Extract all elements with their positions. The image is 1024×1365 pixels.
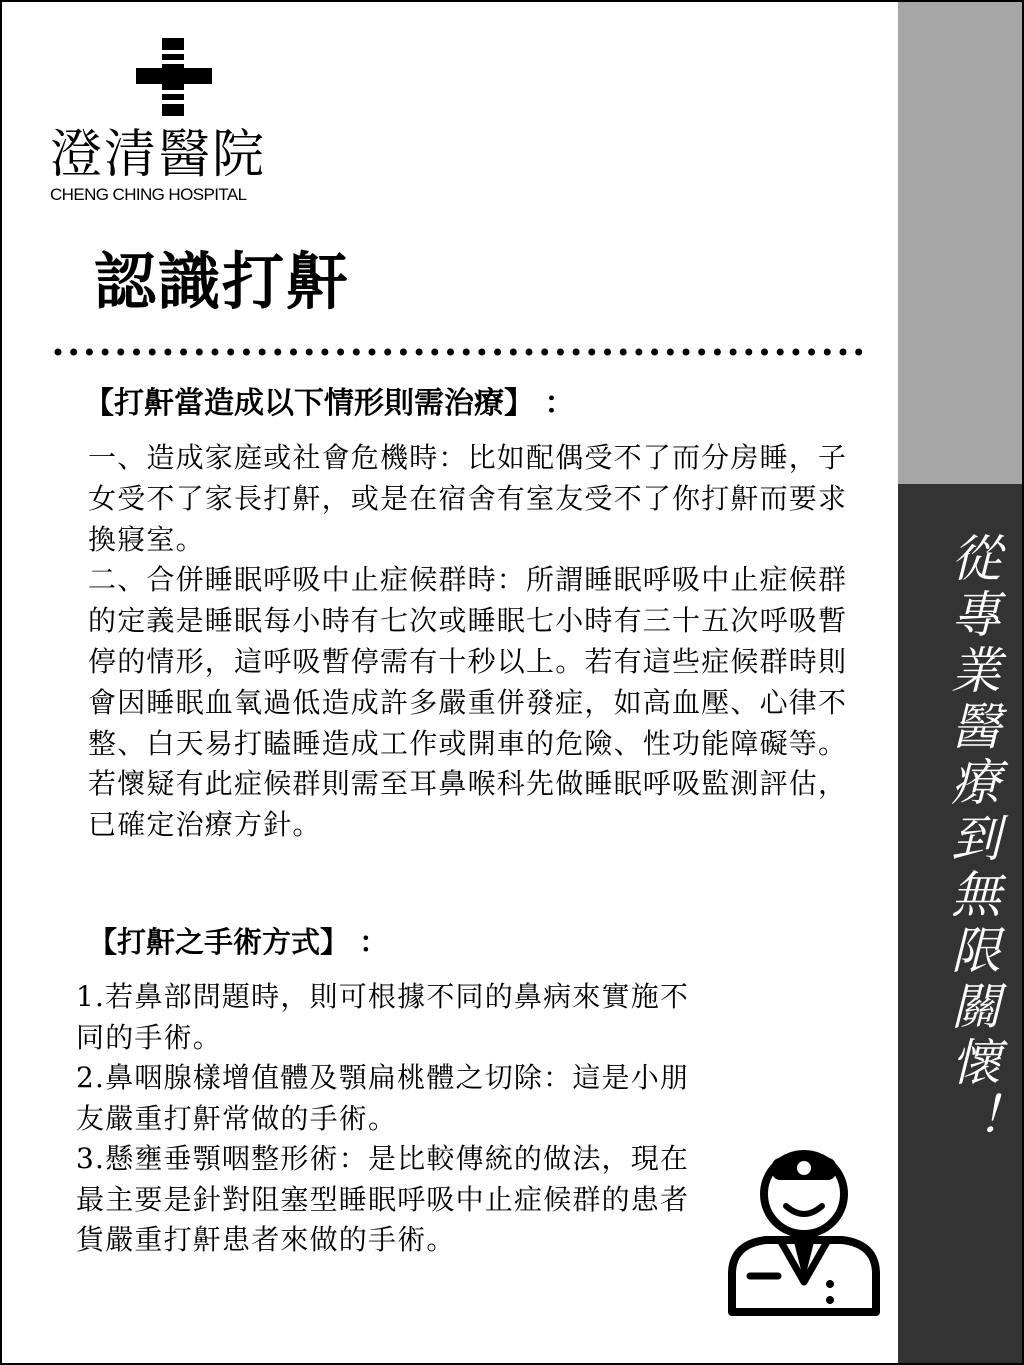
surgery-item-1: 1.若鼻部問題時，則可根據不同的鼻病來實施不同的手術。	[76, 980, 690, 1054]
hospital-name-chinese: 澄清醫院	[50, 125, 267, 185]
surgery-section-heading: 【打鼾之手術方式】 ：	[88, 925, 389, 959]
treatment-paragraph-2: 二、合併睡眠呼吸中止症候群時：所謂睡眠呼吸中止症候群的定義是睡眠每小時有七次或睡眠七小時有三十五次呼吸暫停的情形，這呼吸暫停需有十秒以上。若有這些症候群時則會因睡眠血氧過低造成許多嚴重併發症，如高血壓、心律不整、白天易打瞌睡造成工作或開車的危險、性功能障礙等。若懷疑有此症候群則需至耳鼻喉科先做睡眠呼吸監測評估，已確定治療方針。	[88, 563, 848, 842]
surgery-item-3: 3.懸壅垂顎咽整形術：是比較傳統的做法，現在最主要是針對阻塞型睡眠呼吸中止症候群的患者貨嚴重打鼾患者來做的手術。	[76, 1142, 690, 1256]
treatment-section-body	[88, 438, 848, 846]
treatment-paragraph-1: 一、造成家庭或社會危機時：比如配偶受不了而分房睡，子女受不了家長打鼾，或是在宿舍有室友受不了你打鼾而要求換寢室。	[88, 441, 848, 556]
doctor-icon	[724, 1142, 884, 1317]
treatment-section-heading: 【打鼾當造成以下情形則需治療】 ：	[84, 386, 575, 421]
page-title: 認識打鼾	[94, 245, 351, 318]
hospital-cross-logo-icon	[132, 38, 216, 118]
sidebar-top-band	[898, 2, 1024, 484]
sidebar-slogan: 從專業醫療到無限關懷！	[943, 532, 1001, 1148]
surgery-item-2: 2.鼻咽腺樣增值體及顎扁桃體之切除：這是小朋友嚴重打鼾常做的手術。	[76, 1061, 690, 1135]
hospital-name-english: CHENG CHING HOSPITAL	[50, 185, 247, 204]
surgery-section-body	[76, 977, 716, 1261]
dotted-divider	[54, 342, 862, 362]
